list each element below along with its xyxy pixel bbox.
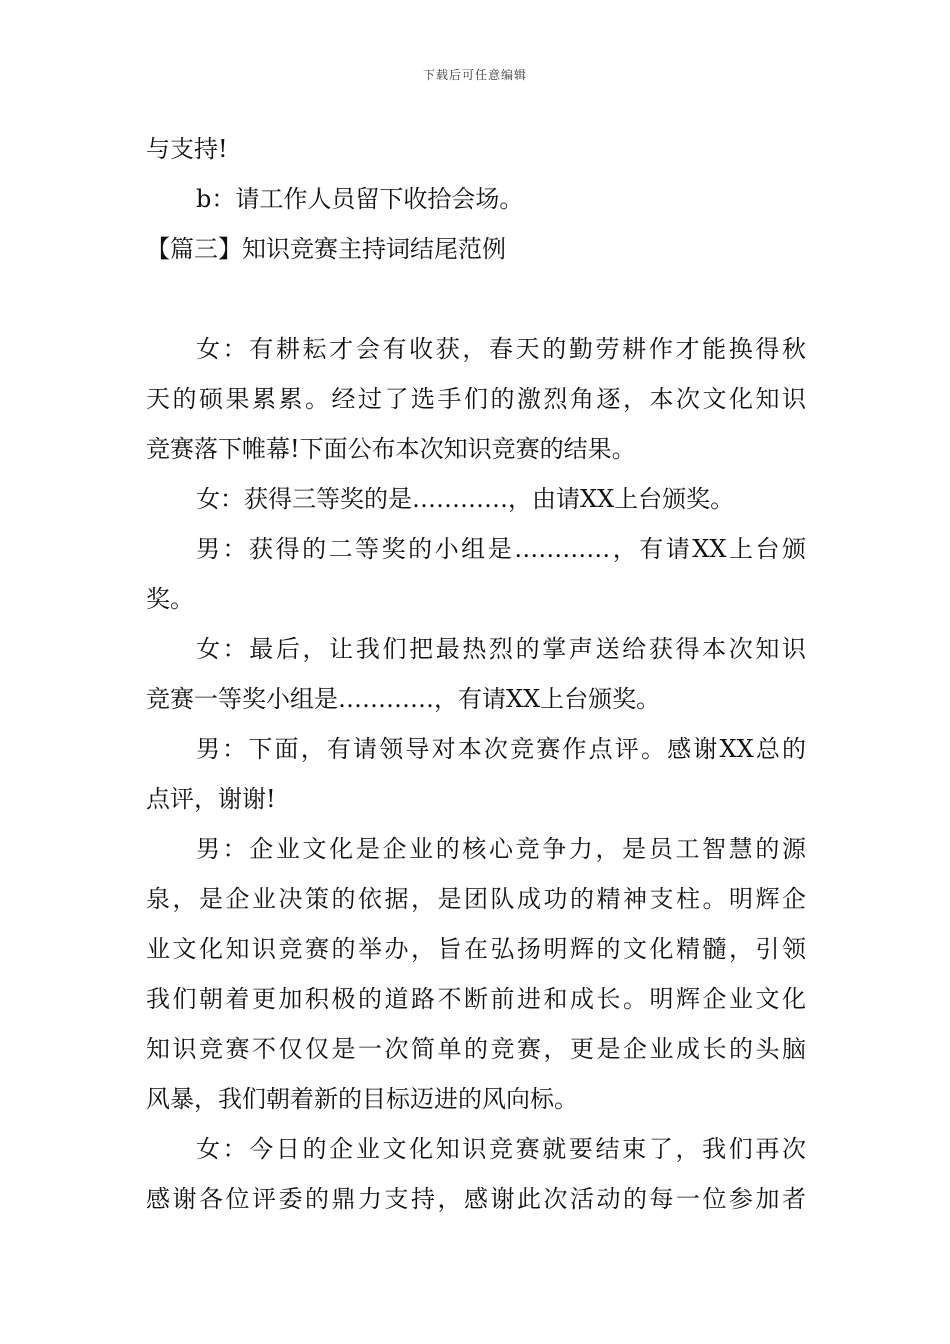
text-line: 竞赛一等奖小组是…………，有请XX上台颁奖。 bbox=[146, 685, 661, 713]
text-line: 男：企业文化是企业的核心竞争力，是员工智慧的源 bbox=[196, 835, 806, 863]
text-line: 我们朝着更加积极的道路不断前进和成长。明辉企业文化 bbox=[146, 985, 806, 1013]
page-header-note: 下载后可任意编辑 bbox=[422, 68, 527, 82]
text-line: 女：最后，让我们把最热烈的掌声送给获得本次知识 bbox=[196, 635, 806, 663]
text-line: 感谢各位评委的鼎力支持，感谢此次活动的每一位参加者 bbox=[146, 1185, 806, 1213]
text-line: 女：获得三等奖的是…………，由请XX上台颁奖。 bbox=[196, 485, 735, 513]
text-line: 点评，谢谢! bbox=[146, 785, 276, 813]
text-line: 与支持! bbox=[146, 135, 228, 163]
text-line: b：请工作人员留下收拾会场。 bbox=[196, 185, 524, 213]
text-line: 天的硕果累累。经过了选手们的激烈角逐，本次文化知识 bbox=[146, 385, 806, 413]
section-heading: 【篇三】知识竞赛主持词结尾范例 bbox=[146, 235, 506, 263]
text-line: 竞赛落下帷幕!下面公布本次知识竞赛的结果。 bbox=[146, 435, 636, 463]
text-line: 风暴，我们朝着新的目标迈进的风向标。 bbox=[146, 1085, 578, 1113]
text-line: 业文化知识竞赛的举办，旨在弘扬明辉的文化精髓，引领 bbox=[146, 935, 806, 963]
blank-spacer bbox=[146, 274, 806, 324]
text-line: 知识竞赛不仅仅是一次简单的竞赛，更是企业成长的头脑 bbox=[146, 1035, 806, 1063]
text-line: 女：今日的企业文化知识竞赛就要结束了，我们再次 bbox=[196, 1135, 806, 1163]
document-body bbox=[146, 124, 806, 1224]
text-line: 女：有耕耘才会有收获，春天的勤劳耕作才能换得秋 bbox=[196, 335, 806, 363]
text-line: 男：下面，有请领导对本次竞赛作点评。感谢XX总的 bbox=[196, 735, 806, 763]
text-line: 男：获得的二等奖的小组是…………，有请XX上台颁 bbox=[196, 535, 806, 563]
text-line: 奖。 bbox=[146, 585, 194, 613]
text-line: 泉，是企业决策的依据，是团队成功的精神支柱。明辉企 bbox=[146, 885, 806, 913]
